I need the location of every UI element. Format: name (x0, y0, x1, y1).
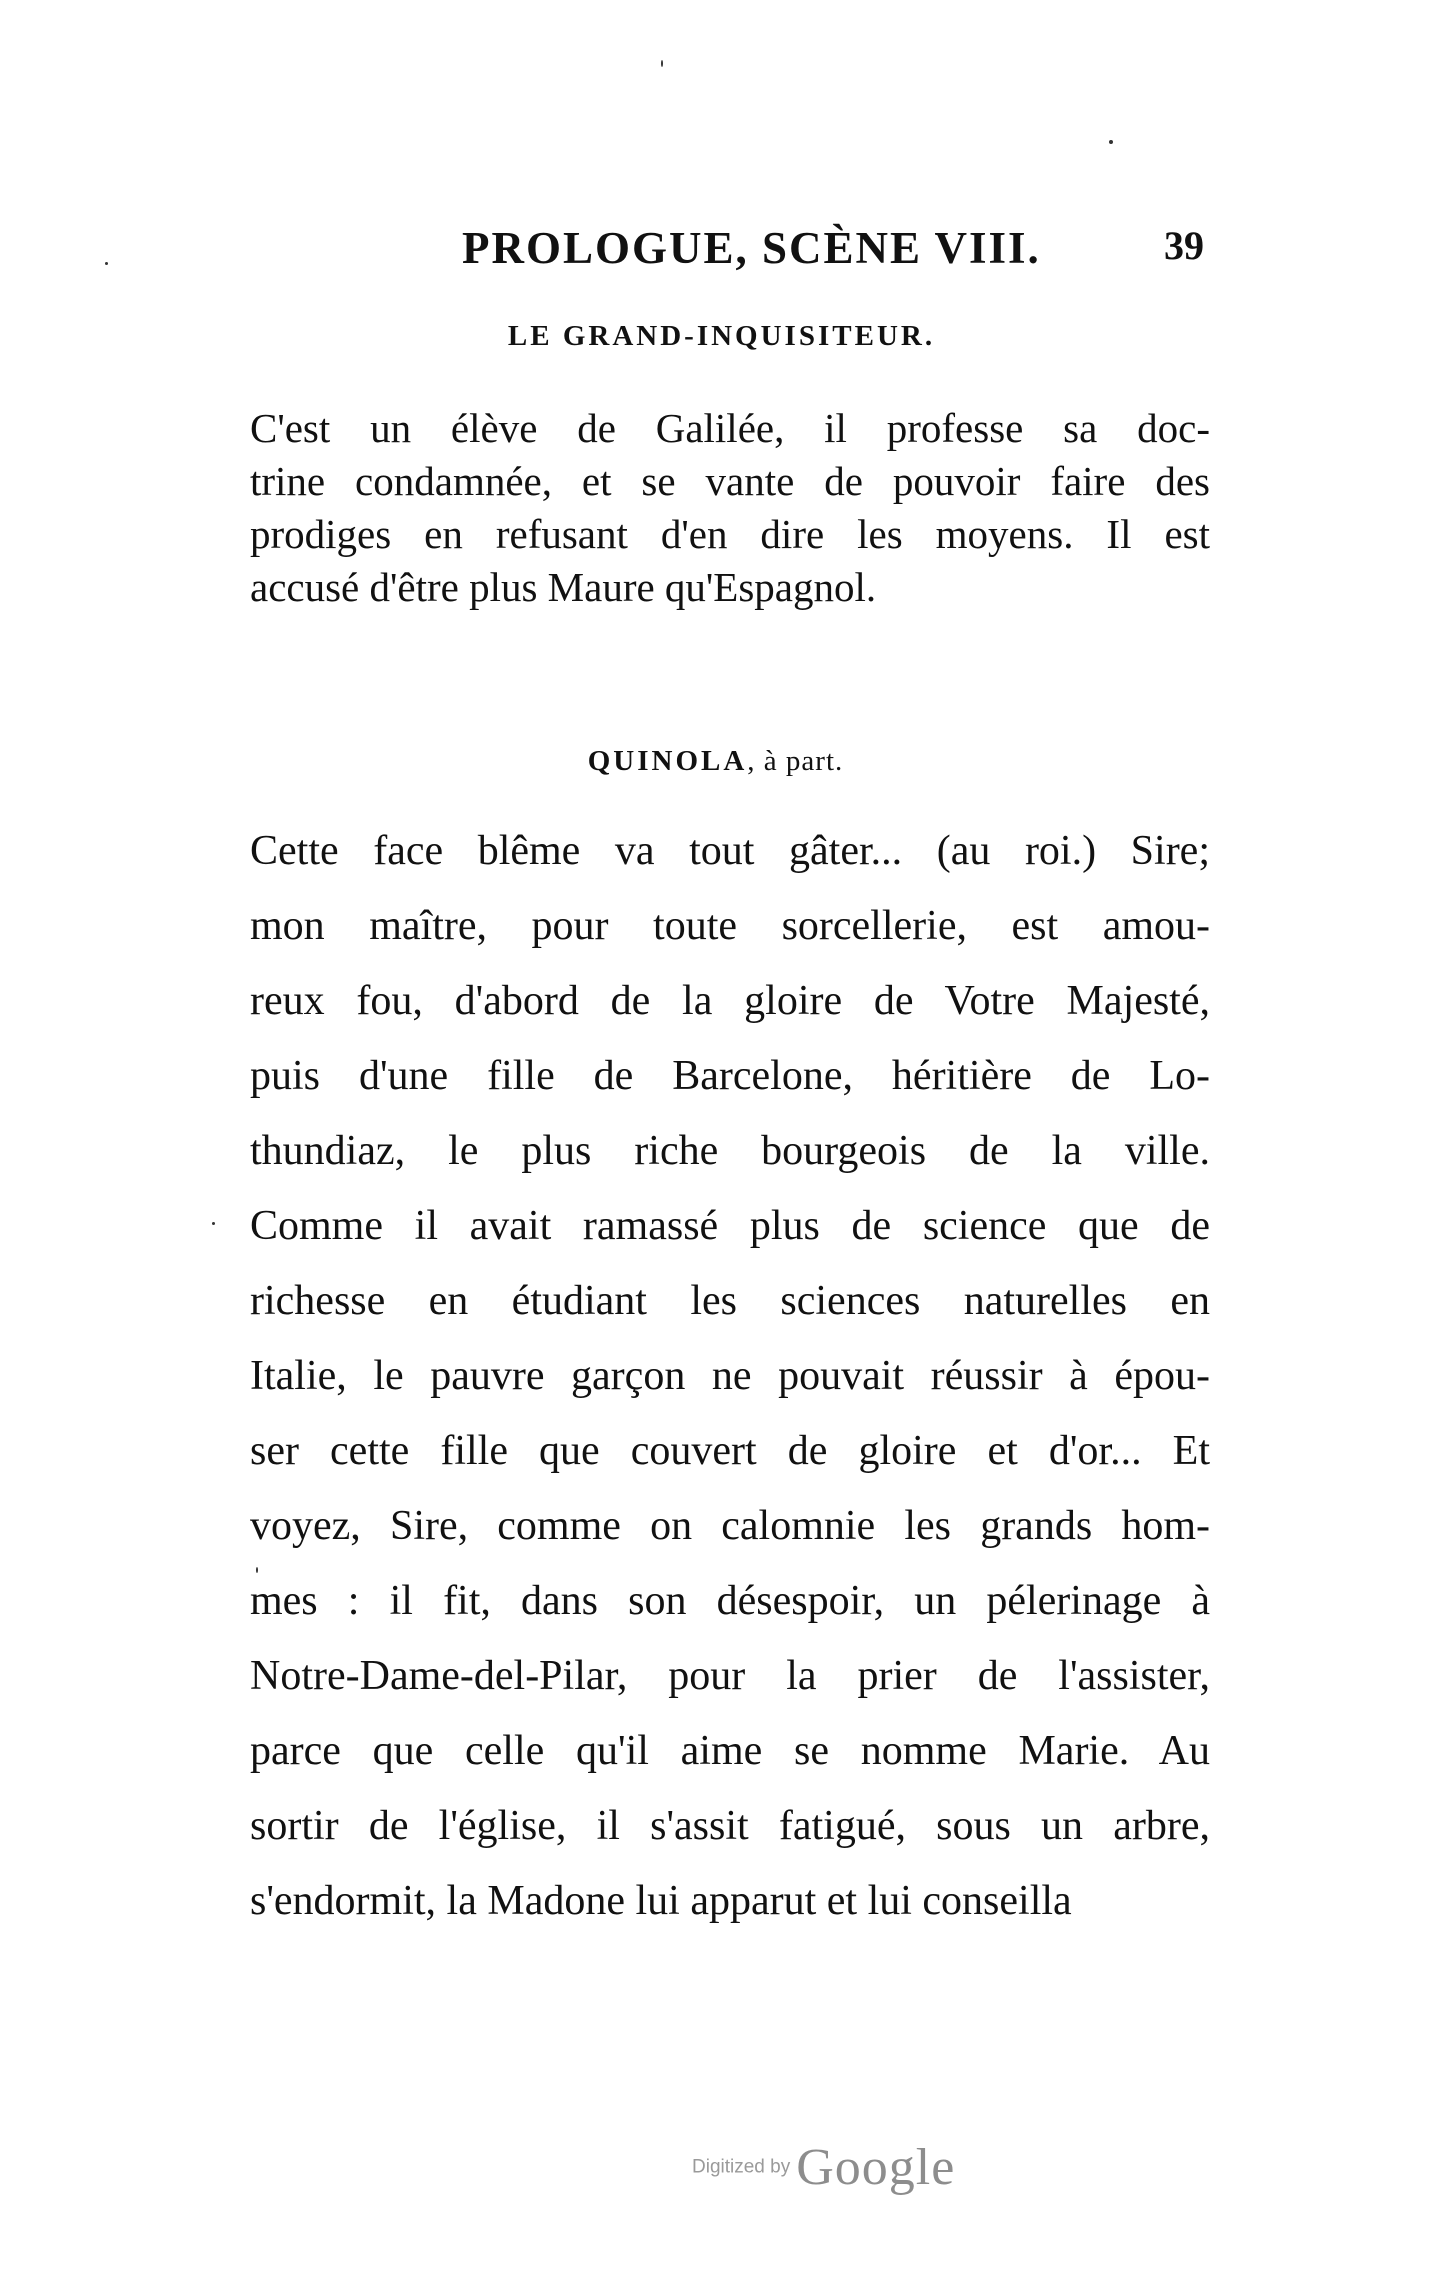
text-line: prodiges en refusant d'en dire les moyens. Il est (250, 511, 1210, 557)
text-line: mon maître, pour toute sorcellerie, est amou- (250, 903, 1210, 949)
scan-speck (661, 60, 663, 67)
text-line: parce que celle qu'il aime se nomme Marie. Au (250, 1728, 1210, 1774)
scan-speck (256, 1567, 258, 1573)
text-line: reux fou, d'abord de la gloire de Votre Majesté, (250, 978, 1210, 1024)
text-line: ser cette fille que couvert de gloire et d'or... Et (250, 1428, 1210, 1474)
text-line: richesse en étudiant les sciences naturelles en (250, 1278, 1210, 1324)
text-line: trine condamnée, et se vante de pouvoir faire des (250, 458, 1210, 504)
text-line: Cette face blême va tout gâter... (au roi.) Sire; (250, 828, 1210, 874)
text-line: Comme il avait ramassé plus de science que de (250, 1203, 1210, 1249)
text-line: C'est un élève de Galilée, il professe sa doc- (250, 405, 1210, 451)
text-line: accusé d'être plus Maure qu'Espagnol. (250, 564, 877, 610)
speaker-name: QUINOLA (587, 745, 748, 777)
stage-direction: , à part. (747, 745, 844, 777)
text-line: puis d'une fille de Barcelone, héritière de Lo- (250, 1053, 1210, 1099)
speaker-heading (0, 320, 1431, 353)
text-line: mes : il fit, dans son désespoir, un pélerinage à (250, 1578, 1210, 1624)
text-line: Italie, le pauvre garçon ne pouvait réussir à épou- (250, 1353, 1210, 1399)
text-line: voyez, Sire, comme on calomnie les grands hom- (250, 1503, 1210, 1549)
digitization-footer (692, 2138, 955, 2197)
text-line: thundiaz, le plus riche bourgeois de la ville. (250, 1128, 1210, 1174)
text-line: sortir de l'église, il s'assit fatigué, sous un arbre, (250, 1803, 1210, 1849)
scan-speck (1109, 140, 1113, 144)
digitized-label: Digitized by (692, 2156, 791, 2178)
scan-speck (212, 1222, 215, 1225)
speaker-name: LE GRAND-INQUISITEUR. (507, 320, 936, 352)
text-line: s'endormit, la Madone lui apparut et lui conseilla (250, 1878, 1072, 1924)
page-number: 39 (1164, 223, 1204, 268)
running-head (0, 222, 1431, 282)
text-line: Notre-Dame-del-Pilar, pour la prier de l'assister, (250, 1653, 1210, 1699)
running-title: PROLOGUE, SCÈNE VIII. (462, 223, 1041, 273)
google-logo: Google (796, 2139, 956, 2196)
speaker-heading (0, 745, 1431, 778)
scan-speck (105, 262, 108, 265)
